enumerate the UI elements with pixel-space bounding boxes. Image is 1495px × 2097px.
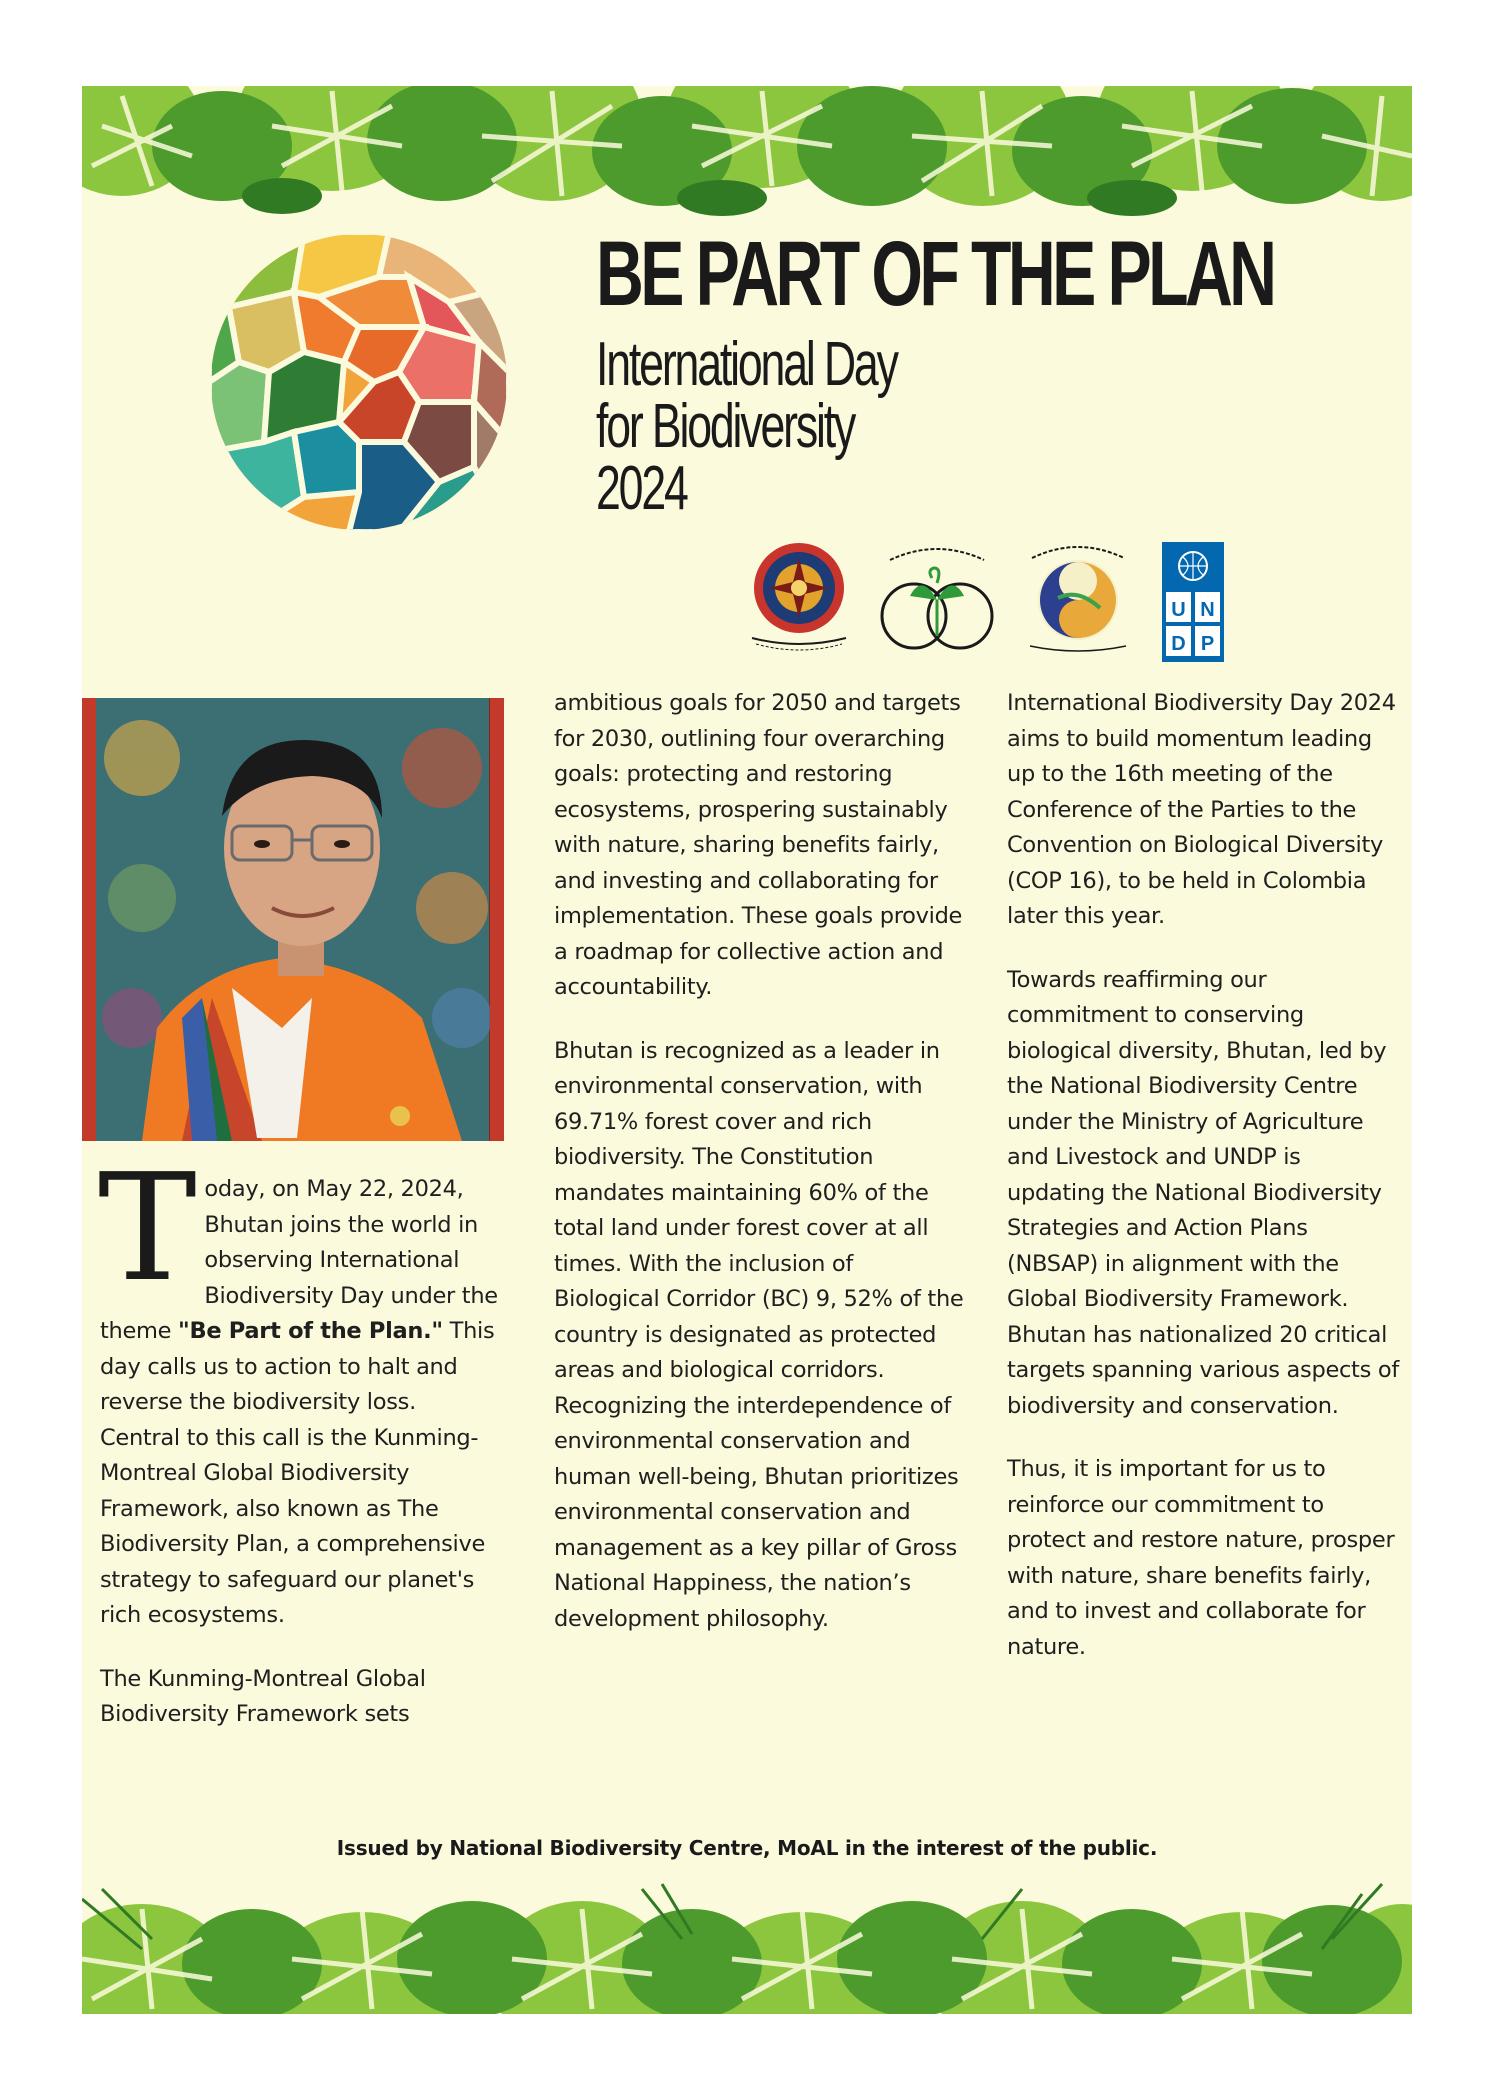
article-column-2 [554,686,964,1665]
ministry-of-agriculture-livestock-icon [872,538,1002,653]
footer-note: Issued by National Biodiversity Centre, MoAL in the interest of the public. [336,1836,1158,1860]
intro-rest: This day calls us to action to halt and reverse the biodiversity loss. Central to this call is the Kunming-Montreal Global Biodiversity Framework, also known as The Biodiversity Plan, a comprehensive strategy to safeguard our planet's rich ecosystems. [100,1318,495,1628]
paragraph-3: International Biodiversity Day 2024 aims to build momentum leading up to the 16th meeting of the Conference of the Parties to the Convention on Biological Diversity (COP 16), to be held in Colombia later this year. [1007,690,1396,929]
article-column-3 [1007,686,1405,1693]
portrait-photo [82,698,504,1141]
svg-text:N: N [1200,599,1215,621]
article-column-1 [98,1142,498,1761]
partner-logos [742,538,1362,668]
svg-text:P: P [1200,633,1215,655]
undp-icon [1162,542,1224,662]
subtitle-line: International Day [596,330,897,399]
headline: BE PART OF THE PLAN [596,223,1274,325]
subtitle-line: 2024 [596,454,687,523]
svg-text:D: D [1171,633,1186,655]
leaf-border-bottom [82,1879,1412,2014]
subtitle-line: for Biodiversity [596,392,855,461]
leaf-border-top [82,86,1412,221]
dropcap: T [98,1142,197,1314]
poster [82,86,1412,2014]
national-biodiversity-centre-icon [1018,538,1138,653]
paragraph-1-start: The Kunming-Montreal Global Biodiversity Framework sets [100,1665,426,1727]
monstera-leaves-icon [82,1879,1412,2014]
paragraph-5: Thus, it is important for us to reinforce our commitment to protect and restore nature, prosper with nature, share benefits fairly, and to invest and collaborate for nature. [1007,1456,1395,1660]
theme-text: "Be Part of the Plan." [178,1318,443,1344]
intro-paragraph [98,1142,498,1634]
royal-emblem-of-bhutan-icon [742,538,857,653]
paragraph-1-cont: ambitious goals for 2050 and targets for 2030, outlining four overarching goals: protecting and restoring ecosystems, prospering sustainably with nature, sharing benefits fairly, and investing and collaborating for implementation. These goals provide a roadmap for collective action and accountability. [554,690,963,1000]
monstera-leaves-icon [82,86,1412,221]
paragraph-4: Towards reaffirming our commitment to conserving biological diversity, Bhutan, led by the National Biodiversity Centre under the Ministry of Agriculture and Livestock and UNDP is updating the National Biodiversity Strategies and Action Plans (NBSAP) in alignment with the Global Biodiversity Framework. Bhutan has nationalized 20 critical targets spanning various aspects of biodiversity and conservation. [1007,966,1399,1419]
subtitle [596,330,897,523]
paragraph-2: Bhutan is recognized as a leader in environmental conservation, with 69.71% forest cover and rich biodiversity. The Constitution mandates maintaining 60% of the total land under forest cover at all times. With the inclusion of Biological Corridor (BC) 9, 52% of the country is designated as protected areas and biological corridors. Recognizing the interdependence of environmental conservation and human well-being, Bhutan prioritizes environmental conservation and management as a key pillar of Gross National Happiness, the nation’s development philosophy. [554,1037,964,1632]
svg-text:U: U [1171,599,1186,621]
intro-text: oday, on May 22, 2024, Bhutan joins the world in observing International Biodiversity Day under the theme [100,1176,498,1344]
biodiversity-globe-icon [208,232,510,532]
